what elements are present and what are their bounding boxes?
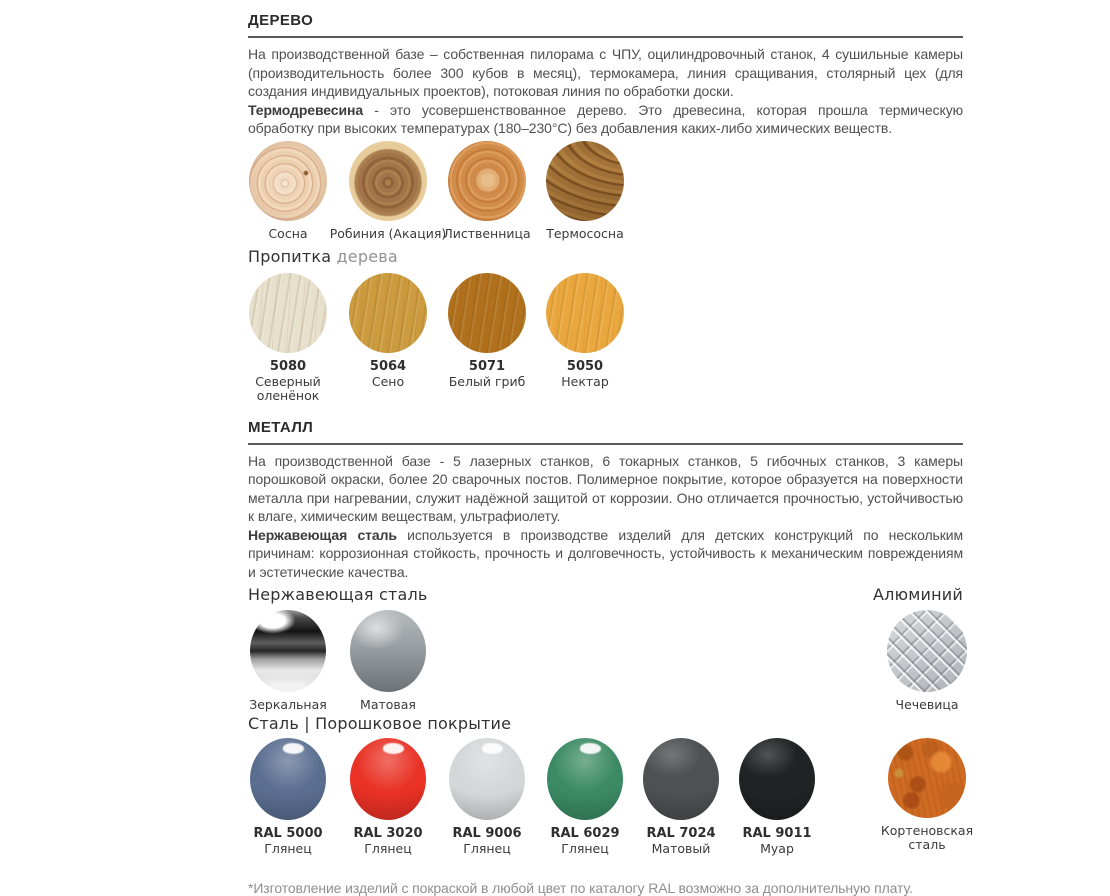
- swatch-label: Робиния (Акация): [329, 225, 447, 241]
- swatch-name: Белый гриб: [448, 373, 526, 389]
- swatch-code: 5050: [566, 358, 604, 374]
- ral-ball-image: [350, 738, 426, 820]
- impregnation-title-light: дерева: [336, 246, 398, 266]
- ral-finish: Матовый: [651, 841, 711, 856]
- robinia-slice-image: [349, 141, 427, 221]
- ral-code: RAL 6029: [550, 826, 620, 841]
- swatch-code: 5064: [369, 358, 407, 374]
- stainless-description: используется в производстве изделий для детских конструкций по нескольким причинам: коррозионная стойкость, прочность и долговечность, устойчивость к механическим повреждениям и эстетические качества.: [248, 526, 963, 580]
- ral-code: RAL 7024: [646, 826, 716, 841]
- ral-finish: Глянец: [561, 841, 609, 856]
- ral-footnote: *Изготовление изделий с покраской в любой цвет по каталогу RAL возможно за дополнительную плату.: [248, 880, 913, 896]
- powder-coating-title: Сталь | Порошковое покрытие: [248, 714, 512, 733]
- swatch-code: 5080: [269, 358, 307, 374]
- impregnation-color-image: [349, 273, 427, 353]
- mirror-steel-ball-image: [250, 610, 326, 692]
- swatch-label: Матовая: [360, 697, 416, 712]
- swatch-thermopine: [525, 141, 645, 241]
- content-column: [248, 0, 974, 896]
- swatch-name: Северный оленёнок: [255, 373, 321, 403]
- metal-section-title: МЕТАЛЛ: [248, 405, 963, 445]
- matte-steel-ball-image: [350, 610, 426, 692]
- impregnation-row: [248, 273, 963, 405]
- stainless-aluminium-subheads: [248, 585, 963, 604]
- ral-code: RAL 9011: [742, 826, 812, 841]
- ral-ball-image: [250, 738, 326, 820]
- ral-finish: Глянец: [364, 841, 412, 856]
- diamond-plate-image: [887, 610, 967, 692]
- swatch-matte-steel: [328, 610, 448, 712]
- impregnation-title-dark: Пропитка: [248, 246, 332, 266]
- ral-finish: Муар: [760, 841, 794, 856]
- swatch-aluminium-lentil: [867, 610, 987, 712]
- ral-code: RAL 9006: [452, 826, 522, 841]
- corten-steel-image: [888, 738, 966, 818]
- metal-paragraph-2: [248, 526, 963, 582]
- thermopine-image: [546, 141, 624, 221]
- pine-slice-image: [249, 141, 327, 221]
- powder-coating-row: [248, 738, 974, 856]
- swatch-name: Сено: [371, 373, 405, 389]
- wood-section-title: ДЕРЕВО: [248, 0, 963, 38]
- swatch-5050: [525, 273, 645, 389]
- ral-finish: Глянец: [264, 841, 312, 856]
- swatch-label: Термососна: [546, 225, 624, 241]
- swatch-label: Кортеновская сталь: [880, 823, 974, 852]
- impregnation-color-image: [546, 273, 624, 353]
- swatch-label: Зеркальная: [249, 697, 327, 712]
- stainless-title: Нержавеющая сталь: [248, 585, 428, 604]
- metal-paragraph-1: На производственной базе - 5 лазерных станков, 6 токарных станков, 5 гибочных станков, 3 камеры порошковой окраски, более 20 сварочных постов. Полимерное покрытие, которое образуется на поверхности металла при нагревании, служит надёжной защитой от коррозии. Оно отличается прочностью, устойчивостью к влаге, химическим веществам, ультрафиолету.: [248, 452, 963, 524]
- ral-ball-image: [739, 738, 815, 820]
- ral-ball-image: [449, 738, 525, 820]
- impregnation-title: [248, 247, 963, 266]
- swatch-label: Чечевица: [895, 697, 959, 712]
- ral-finish: Глянец: [463, 841, 511, 856]
- ral-code: RAL 5000: [253, 826, 323, 841]
- ral-ball-image: [547, 738, 623, 820]
- swatch-code: 5071: [468, 358, 506, 374]
- ral-ball-image: [643, 738, 719, 820]
- swatch-label: Лиственница: [443, 225, 531, 241]
- aluminium-title: Алюминий: [873, 585, 963, 604]
- thermowood-description: - это усовершенствованное дерево. Это древесина, которая прошла термическую обработку при высоких температурах (180–230°С) без добавления каких-либо химических веществ.: [248, 101, 963, 136]
- swatch-label: Сосна: [268, 225, 308, 241]
- wood-paragraph-2: [248, 101, 963, 138]
- swatch-ral-9011: [717, 738, 837, 856]
- stainless-row: [248, 610, 963, 714]
- wood-paragraph-1: На производственной базе – собственная пилорама с ЧПУ, оцилиндровочный станок, 4 сушильные камеры (производительность более 300 кубов в месяц), термокамера, линия сращивания, столярный цех (для создания индивидуальных проектов), потоковая линия по обработки доски.: [248, 46, 963, 99]
- swatch-corten-steel: [867, 738, 987, 852]
- wood-species-row: [248, 141, 963, 247]
- ral-code: RAL 3020: [353, 826, 423, 841]
- swatch-name: Нектар: [561, 373, 609, 389]
- thermowood-term: Термодревесина: [248, 101, 364, 118]
- stainless-term: Нержавеющая сталь: [248, 526, 397, 543]
- larch-slice-image: [448, 141, 526, 221]
- impregnation-color-image: [249, 273, 327, 353]
- impregnation-color-image: [448, 273, 526, 353]
